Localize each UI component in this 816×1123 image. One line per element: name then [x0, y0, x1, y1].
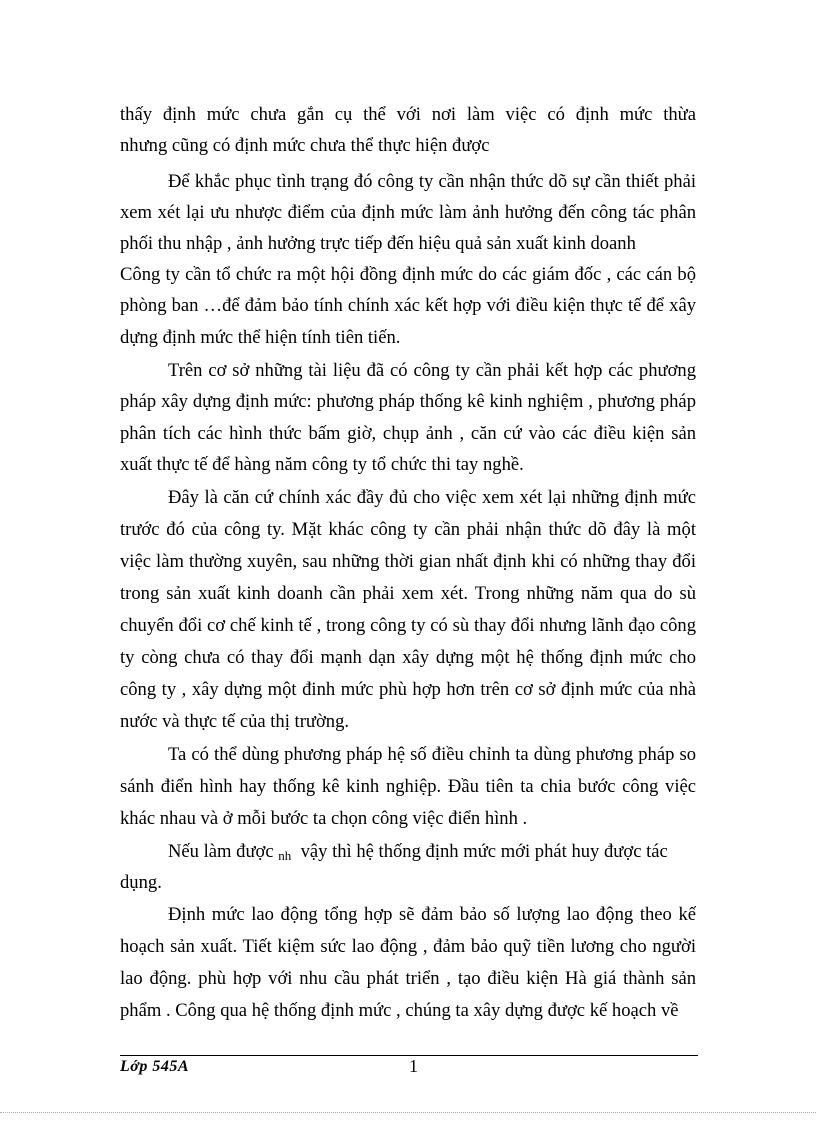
text-line: Đây là căn cứ chính xác đầy đủ cho việc xem xét lại những định mức: [168, 487, 696, 508]
text-line: lao động. phù hợp với nhu cầu phát triển , tạo điều kiện Hà giá thành sản: [120, 968, 696, 989]
text-line: sánh điển hình hay thống kê kinh nghiệp. Đầu tiên ta chia bước công việc: [120, 776, 696, 797]
text-line: Ta có thể dùng phương pháp hệ số điều chỉnh ta dùng phương pháp so: [168, 744, 696, 765]
text-fragment: Nếu làm được: [168, 841, 274, 862]
text-line: trong sản xuất kinh doanh cần phải xem xét. Trong những năm qua do sù: [120, 583, 696, 604]
text-line: thấy định mức chưa gắn cụ thể với nơi làm việc có định mức thừa: [120, 104, 696, 125]
text-line: Công ty cần tổ chức ra một hội đồng định mức do các giám đốc , các cán bộ: [120, 264, 696, 285]
text-line: chuyển đổi cơ chế kinh tế , trong công ty có sù thay đổi nhưng lãnh đạo công: [120, 615, 696, 636]
text-line: trước đó của công ty. Mặt khác công ty cần phải nhận thức dõ đây là một: [120, 519, 696, 540]
text-line: xem xét lại ưu nhược điểm của định mức làm ảnh hưởng đến công tác phân: [120, 202, 696, 223]
text-line: Trên cơ sở những tài liệu đã có công ty cần phải kết hợp các phương: [168, 360, 696, 381]
text-line: xuất thực tế để hàng năm công ty tổ chức thi tay nghề.: [120, 454, 524, 475]
text-line: phối thu nhập , ảnh hưởng trực tiếp đến hiệu quả sản xuất kinh doanh: [120, 233, 636, 254]
text-line: Để khắc phục tình trạng đó công ty cần nhận thức dõ sự cần thiết phải: [168, 171, 696, 192]
stray-fragment: nh: [278, 848, 292, 863]
page-edge-divider: [0, 1112, 816, 1113]
text-line: [168, 836, 696, 867]
text-line: nhưng cũng có định mức chưa thể thực hiện được: [120, 135, 490, 156]
text-line: ty còng chưa có thay đổi mạnh dạn xây dựng một hệ thống định mức cho: [120, 647, 696, 668]
text-line: Định mức lao động tổng hợp sẽ đảm bảo số lượng lao động theo kế: [168, 904, 696, 925]
text-line: công ty , xây dựng một đinh mức phù hợp hơn trên cơ sở định mức của nhà: [120, 679, 696, 700]
footer-class-label: Lớp 545A: [120, 1058, 190, 1075]
text-line: phân tích các hình thức bấm giờ, chụp ảnh , căn cứ vào các điều kiện sản: [120, 423, 696, 444]
text-line: pháp xây dựng định mức: phương pháp thống kê kinh nghiệm , phương pháp: [120, 391, 696, 412]
text-line: dựng định mức thể hiện tính tiên tiến.: [120, 327, 401, 348]
text-line: khác nhau và ở mỗi bước ta chọn công việc điển hình .: [120, 808, 528, 829]
text-line: nước và thực tế của thị trường.: [120, 711, 350, 732]
text-line: hoạch sản xuất. Tiết kiệm sức lao động , đảm bảo quỹ tiền lương cho người: [120, 936, 696, 957]
text-line: phòng ban …để đảm bảo tính chính xác kết hợp với điều kiện thực tế để xây: [120, 295, 696, 316]
text-line: dụng.: [120, 872, 162, 893]
text-fragment: vậy thì hệ thống định mức mới phát huy được tác: [300, 841, 668, 862]
text-line: việc làm thường xuyên, sau những thời gian nhất định khi có những thay đổi: [120, 551, 696, 572]
page-number: 1: [409, 1056, 418, 1076]
text-line: phẩm . Công qua hệ thống định mức , chúng ta xây dựng được kế hoạch về: [120, 1000, 679, 1021]
